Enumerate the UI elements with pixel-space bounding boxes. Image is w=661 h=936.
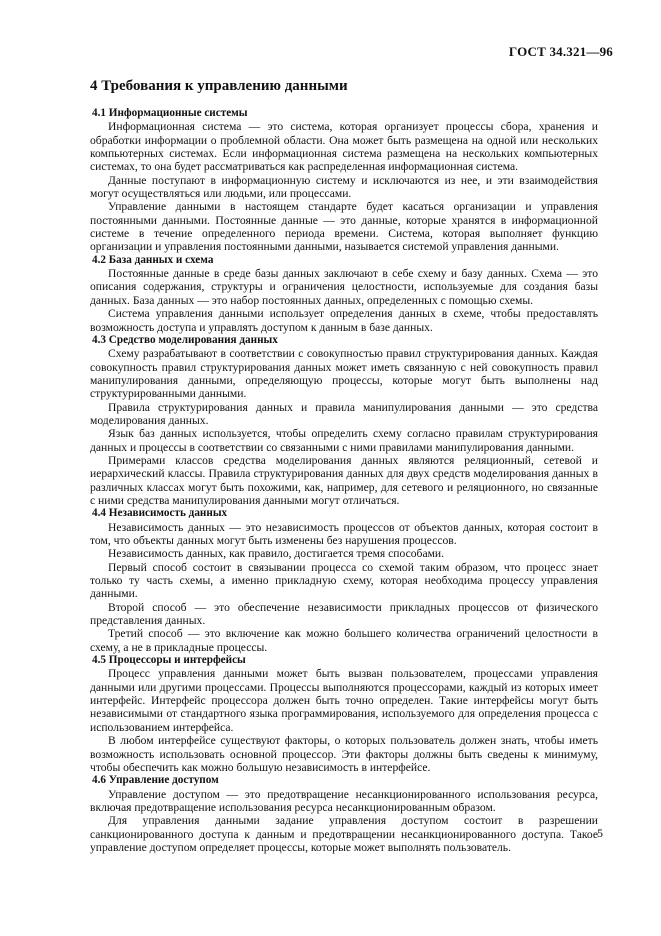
paragraph: Примерами классов средства моделирования данных являются реляционный, сетевой и иерархический классы. Правила структурирования данных для двух средств моделирования данных в различных классах могут быть похожими, как, например, для сетевого и реляционного, но связанные с ними средства манипулирования данными могут отличаться.: [90, 453, 598, 507]
paragraph: Схему разрабатывают в соответствии с совокупностью правил структурирования данных. Каждая совокупность правил структурирования данных может иметь связанную с ней совокупность правил манипулирования данными, определяющую процессы, которые могут быть выполнены над структурированными данными.: [90, 347, 598, 401]
paragraph: Независимость данных, как правило, достигается тремя способами.: [108, 547, 445, 561]
paragraph: Для управления данными задание управления доступом состоит в разрешении санкционированного доступа к данным и предотвращении несанкционированного доступа. Такое управление доступом определяет процессы, которые может выполнять пользователь.: [90, 814, 598, 854]
paragraph: Данные поступают в информационную систему и исключаются из нее, и эти взаимодействия могут осуществляться или людьми, или процессами.: [90, 173, 598, 201]
standard-code-header: ГОСТ 34.321—96: [508, 44, 613, 59]
paragraph: Информационная система — это система, которая организует процессы сбора, хранения и обработки информации о проблемной области. Она может быть размещена на одной или нескольких компьютерных системах. Если информационная система размещена на нескольких компьютерных системах, то она будет рассматриваться как распределенная информационная система.: [90, 120, 598, 174]
paragraph: Система управления данными использует определения данных в схеме, чтобы предоставлять возможность доступа и управлять доступом к данным в базе данных.: [90, 307, 598, 334]
paragraph: Независимость данных — это независимость процессов от объектов данных, которая состоит в том, что объекты данных могут быть изменены без нарушения процессов.: [90, 520, 598, 547]
subsection-4-4-title: 4.4 Независимость данных: [92, 507, 228, 520]
subsection-4-5-title: 4.5 Процессоры и интерфейсы: [92, 654, 246, 667]
paragraph: В любом интерфейсе существуют факторы, о которых пользователь должен знать, чтобы иметь возможность использовать основной процессор. Эти факторы должны быть сведены к минимуму, чтобы обеспечить как можно большую независимость в интерфейсе.: [90, 734, 598, 774]
paragraph: Третий способ — это включение как можно большего количества ограничений целостности в схему, а не в прикладные процессы.: [90, 627, 598, 654]
paragraph: Второй способ — это обеспечение независимости прикладных процессов от физического представления данных.: [90, 600, 598, 628]
subsection-4-3-title: 4.3 Средство моделирования данных: [92, 333, 278, 346]
subsection-4-2-title: 4.2 База данных и схема: [92, 253, 214, 266]
paragraph: Первый способ состоит в связывании процесса со схемой таким образом, что процесс знает только ту часть схемы, а именно прикладную схему, которая необходима процессу управления данными.: [90, 560, 598, 601]
paragraph: Процесс управления данными может быть вызван пользователем, процессами управления данными или другими процессами. Процессы выполняются процессорами, каждый из которых имеет интерфейс. Интерфейс процессора должен быть точно определен. Такие интерфейсы могут быть независимыми от стандартного языка программирования, используемого для определения процесса с использованием интерфейса.: [90, 667, 598, 734]
document-body: [90, 107, 598, 854]
paragraph: Управление доступом — это предотвращение несанкционированного использования ресурса, включая предотвращение использования ресурса несанкционированным образом.: [90, 787, 598, 814]
paragraph: Язык баз данных используется, чтобы определить схему согласно правилам структурирования данных и процессы в соответствии со связанными с ними правилами манипулирования данными.: [90, 427, 598, 454]
paragraph: Постоянные данные в среде базы данных заключают в себе схему и базу данных. Схема — это описания содержания, структуры и ограничения целостности, используемые для создания базы данных. База данных — это набор постоянных данных, определенных с помощью схемы.: [90, 267, 598, 307]
page-number: 5: [597, 826, 603, 840]
paragraph: Правила структурирования данных и правила манипулирования данными — это средства моделирования данных.: [90, 400, 598, 427]
section-title: 4 Требования к управлению данными: [90, 78, 348, 94]
paragraph: Управление данными в настоящем стандарте будет касаться организации и управления постоянными данными. Постоянные данные — это данные, которые хранятся в информационной системе в течение определенного периода времени. Система, которая выполняет функцию организации и управления постоянными данными, называется системой управления данными.: [90, 200, 598, 254]
subsection-4-6-title: 4.6 Управление доступом: [92, 774, 219, 787]
subsection-4-1-title: 4.1 Информационные системы: [92, 107, 248, 119]
